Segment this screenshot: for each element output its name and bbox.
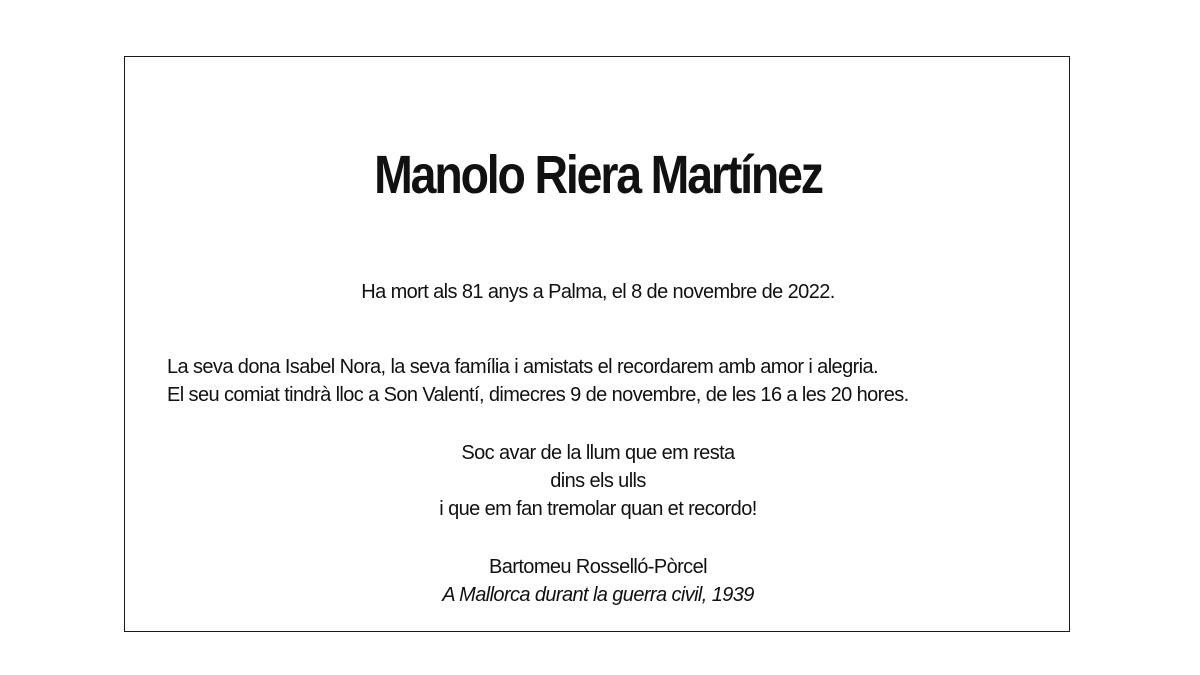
poem-line: dins els ulls	[550, 470, 646, 492]
quote-attribution	[125, 553, 1071, 609]
poem-line: i que em fan tremolar quan et recordo!	[439, 498, 757, 520]
family-line: La seva dona Isabel Nora, la seva família i amistats el recordarem amb amor i alegria.	[167, 356, 878, 378]
poem-work: A Mallorca durant la guerra civil, 1939	[442, 584, 754, 606]
deceased-name: Manolo Riera Martínez	[374, 145, 822, 205]
poem-author: Bartomeu Rosselló-Pòrcel	[489, 556, 707, 578]
death-announcement: Ha mort als 81 anys a Palma, el 8 de novembre de 2022.	[361, 281, 835, 303]
poem-line: Soc avar de la llum que em resta	[461, 442, 735, 464]
notice-body	[167, 353, 1047, 409]
poem-quote	[125, 439, 1071, 523]
farewell-line: El seu comiat tindrà lloc a Son Valentí, dimecres 9 de novembre, de les 16 a les 20 hores.	[167, 384, 909, 406]
obituary-notice	[124, 56, 1070, 632]
